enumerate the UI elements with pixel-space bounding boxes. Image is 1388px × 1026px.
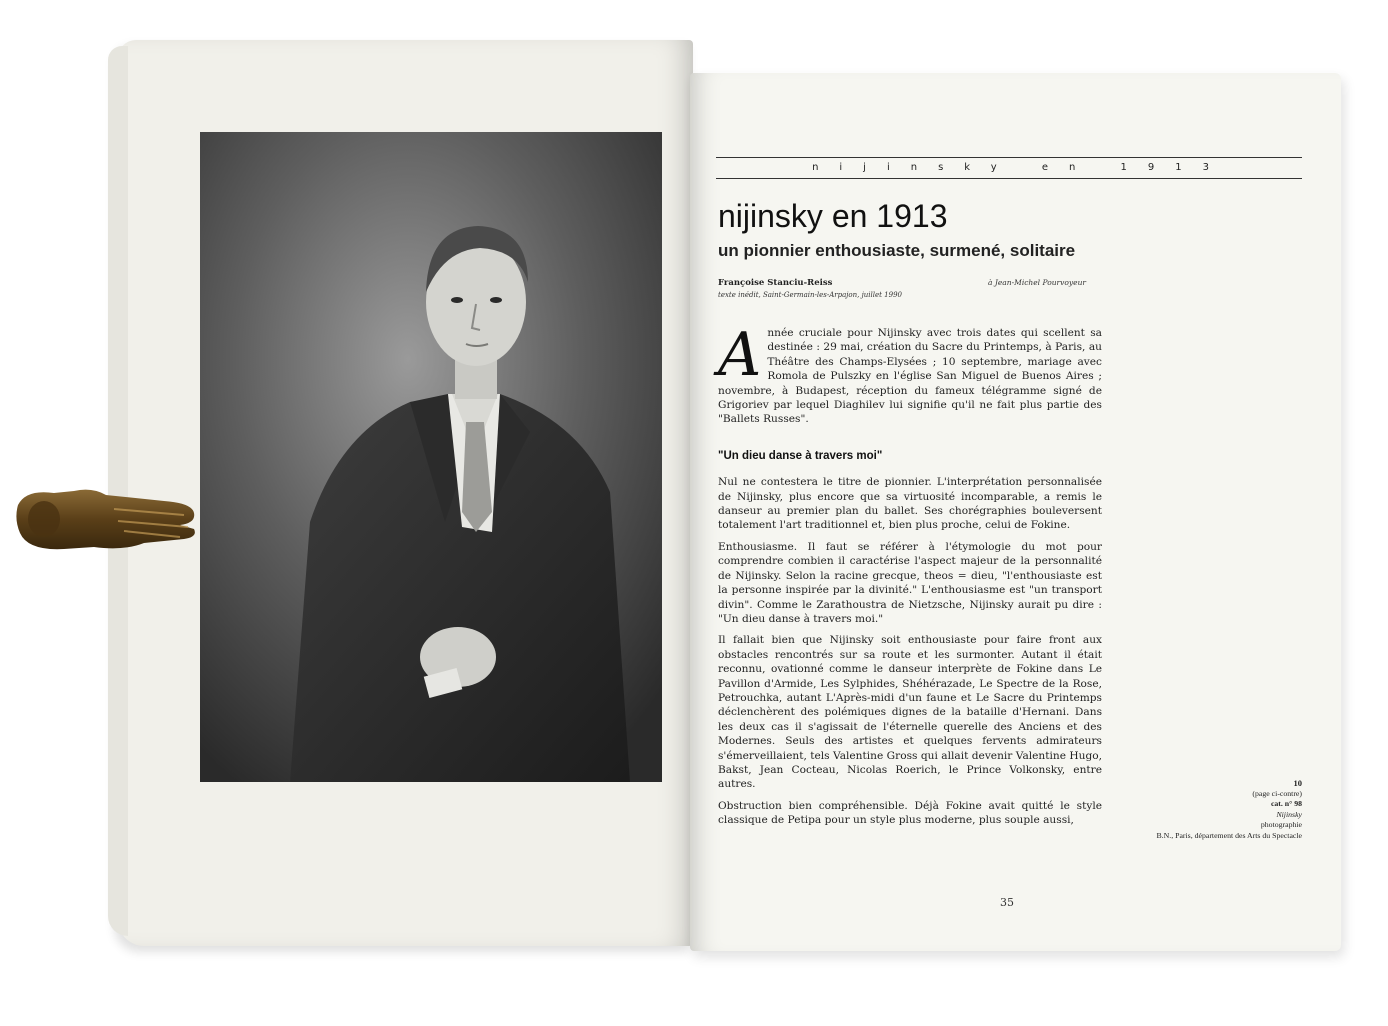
body-paragraph: Il fallait bien que Nijinsky soit enthousiaste pour faire front aux obstacles rencontrés sur sa route et les surmonter. Autant il était reconnu, ovationné comme le danseur interprète de Fokine dans Le Pavillon d'Armide, Les Sylphides, Shéhérazade, Le Spectre de la Rose, Petrouchka, autant L'Après-midi d'un faune et Le Sacre du Printemps déclenchèrent des polémiques dignes de la bataille d'Hernani. Dans les deux cas il s'agissait de l'éternelle querelle des Anciens et des Modernes. Seuls des artistes et quelques fervents admirateurs s'émerveillaient, tels Valentine Gross qui allait devenir Valentine Hugo, Bakst, Jean Cocteau, Nicolas Roerich, le Prince Volkonsky, entre autres. xyxy=(718,634,1102,791)
drop-cap: A xyxy=(718,320,762,390)
article-author: Françoise Stanciu-Reiss xyxy=(718,278,833,288)
bronze-hand-bookmark xyxy=(14,485,199,555)
photo-caption xyxy=(1104,778,1302,841)
running-header-text: nijinsky en 1913 xyxy=(812,162,1230,173)
dedication: à Jean-Michel Pourvoyeur xyxy=(988,278,1086,287)
article-body xyxy=(718,320,1102,835)
caption-title: Nijinsky xyxy=(1276,809,1302,819)
body-paragraph: Obstruction bien compréhensible. Déjà Fokine avait quitté le style classique de Petipa pour un style plus moderne, plus souple aussi, xyxy=(718,799,1102,827)
caption-reference: (page ci-contre) xyxy=(1252,788,1302,798)
hand-icon xyxy=(14,485,199,555)
portrait-illustration xyxy=(200,132,662,782)
running-header xyxy=(716,157,1302,179)
page-number: 35 xyxy=(1000,896,1014,909)
caption-source: B.N., Paris, département des Arts du Spectacle xyxy=(1156,830,1302,840)
body-paragraph: Nul ne contestera le titre de pionnier. L'interprétation personnalisée de Nijinsky, plus encore que sa virtuosité incomparable, a remis le danseur au premier plan du ballet. Ses chorégraphies bouleversent totalement l'art traditionnel et, bien plus proche, celui de Fokine. xyxy=(718,476,1102,532)
article-subtitle: un pionnier enthousiaste, surmené, solitaire xyxy=(718,241,1076,260)
caption-medium: photographie xyxy=(1260,820,1302,829)
article-title: nijinsky en 1913 xyxy=(718,198,948,234)
intro-paragraph xyxy=(718,320,1102,427)
intro-text: nnée cruciale pour Nijinsky avec trois dates qui scellent sa destinée : 29 mai, création du Sacre du Printemps, à Paris, au Théâtre des Champs-Elysées ; 10 septembre, mariage avec Romola de Pulszky en l'église San Miguel de Buenos Aires ; novembre, à Budapest, réception du fameux télégramme signé de Grigoriev par lequel Diaghilev lui signifie qu'il ne fait plus partie des "Ballets Russes". xyxy=(718,327,1102,426)
body-paragraph: Enthousiasme. Il faut se référer à l'étymologie du mot pour comprendre combien il caractérise l'aspect majeur de la personnalité de Nijinsky. Selon la racine grecque, theos = dieu, "l'enthousiaste est la personne inspirée par la divinité." L'enthousiasme est "un transport divin". Comme le Zarathoustra de Nietzsche, Nijinsky aurait pu dire : "Un dieu danse à travers moi." xyxy=(718,540,1102,625)
author-note: texte inédit, Saint-Germain-les-Arpajon, juillet 1990 xyxy=(718,291,902,299)
caption-number: 10 xyxy=(1293,778,1302,788)
caption-catalog-number: cat. n° 98 xyxy=(1270,799,1302,808)
nijinsky-photograph xyxy=(200,132,662,782)
section-heading: "Un dieu danse à travers moi" xyxy=(718,449,883,462)
